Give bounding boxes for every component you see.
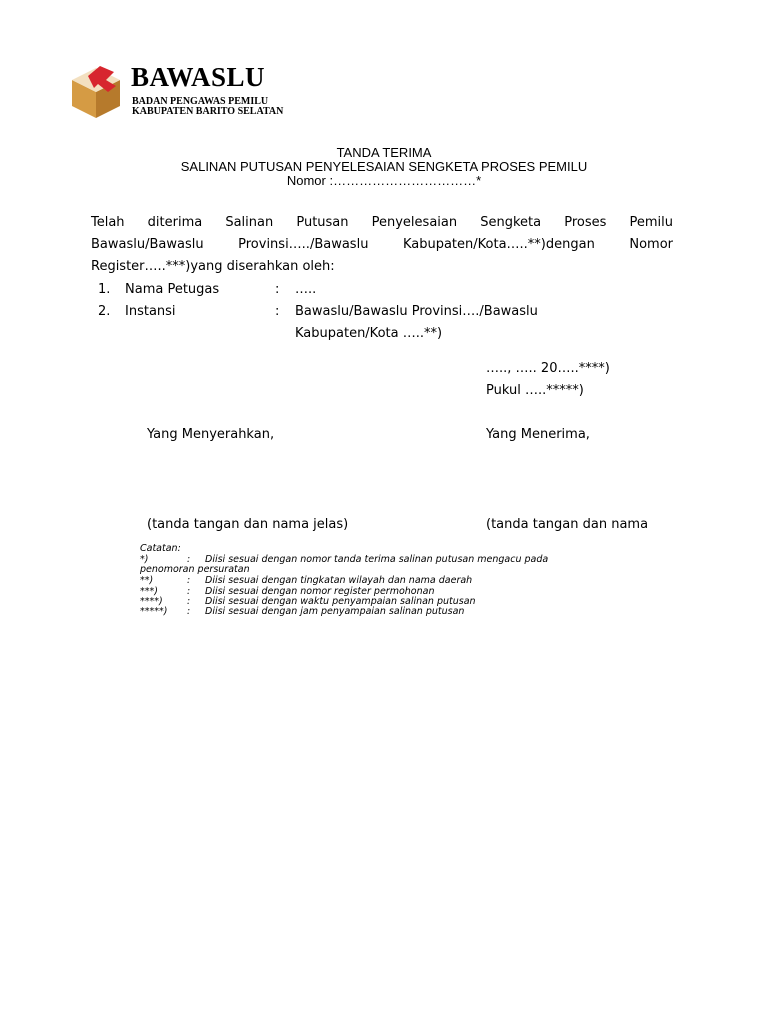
- note-text: Diisi sesuai dengan nomor tanda terima salinan putusan mengacu pada: [205, 554, 549, 565]
- body-line-1: Telah diterima Salinan Putusan Penyelesaian Sengketa Proses Pemilu: [91, 215, 673, 230]
- receiver-label: Yang Menerima,: [486, 427, 590, 442]
- body-line-3: Register…..***)yang diserahkan oleh:: [91, 259, 335, 274]
- body-line-2: Bawaslu/Bawaslu Provinsi…../Bawaslu Kabupaten/Kota…..**)dengan Nomor: [91, 237, 673, 252]
- giver-signature-caption: (tanda tangan dan nama jelas): [147, 517, 349, 532]
- list-value: …..: [295, 282, 317, 297]
- list-value: Bawaslu/Bawaslu Provinsi…./Bawaslu: [295, 304, 538, 319]
- note-separator: :: [187, 596, 191, 607]
- note-separator: :: [187, 606, 191, 617]
- note-mark: ***): [140, 586, 158, 597]
- note-text: Diisi sesuai dengan jam penyampaian salinan putusan: [205, 606, 465, 617]
- note-mark: *): [140, 554, 149, 565]
- receiver-signature-caption: (tanda tangan dan nama: [486, 517, 649, 532]
- document-subtitle: SALINAN PUTUSAN PENYELESAIAN SENGKETA PROSES PEMILU: [180, 159, 588, 174]
- list-separator: :: [275, 304, 280, 319]
- date-line: ….., ….. 20…..****): [486, 361, 610, 376]
- notes-heading: Catatan:: [140, 543, 181, 554]
- list-number: 2.: [98, 304, 111, 319]
- document-number: Nomor :……………………………*: [286, 173, 482, 188]
- org-line-2: KABUPATEN BARITO SELATAN: [132, 106, 284, 117]
- note-text-continued: penomoran persuratan: [140, 564, 250, 575]
- time-line: Pukul …..*****): [486, 383, 584, 398]
- org-name: BAWASLU: [131, 62, 266, 92]
- list-label: Instansi: [125, 304, 176, 319]
- note-text: Diisi sesuai dengan tingkatan wilayah dan nama daerah: [205, 575, 473, 586]
- note-mark: *****): [140, 606, 168, 617]
- note-separator: :: [187, 586, 191, 597]
- bawaslu-logo: [70, 64, 132, 120]
- list-label: Nama Petugas: [125, 282, 220, 297]
- list-number: 1.: [98, 282, 111, 297]
- note-mark: **): [140, 575, 154, 586]
- note-mark: ****): [140, 596, 163, 607]
- note-separator: :: [187, 554, 191, 565]
- note-separator: :: [187, 575, 191, 586]
- note-text: Diisi sesuai dengan nomor register permohonan: [205, 586, 435, 597]
- list-value-continued: Kabupaten/Kota …..**): [295, 326, 443, 341]
- document-title: TANDA TERIMA: [336, 145, 432, 160]
- org-line-1: BADAN PENGAWAS PEMILU: [132, 96, 269, 107]
- list-separator: :: [275, 282, 280, 297]
- giver-label: Yang Menyerahkan,: [147, 427, 275, 442]
- note-text: Diisi sesuai dengan waktu penyampaian salinan putusan: [205, 596, 476, 607]
